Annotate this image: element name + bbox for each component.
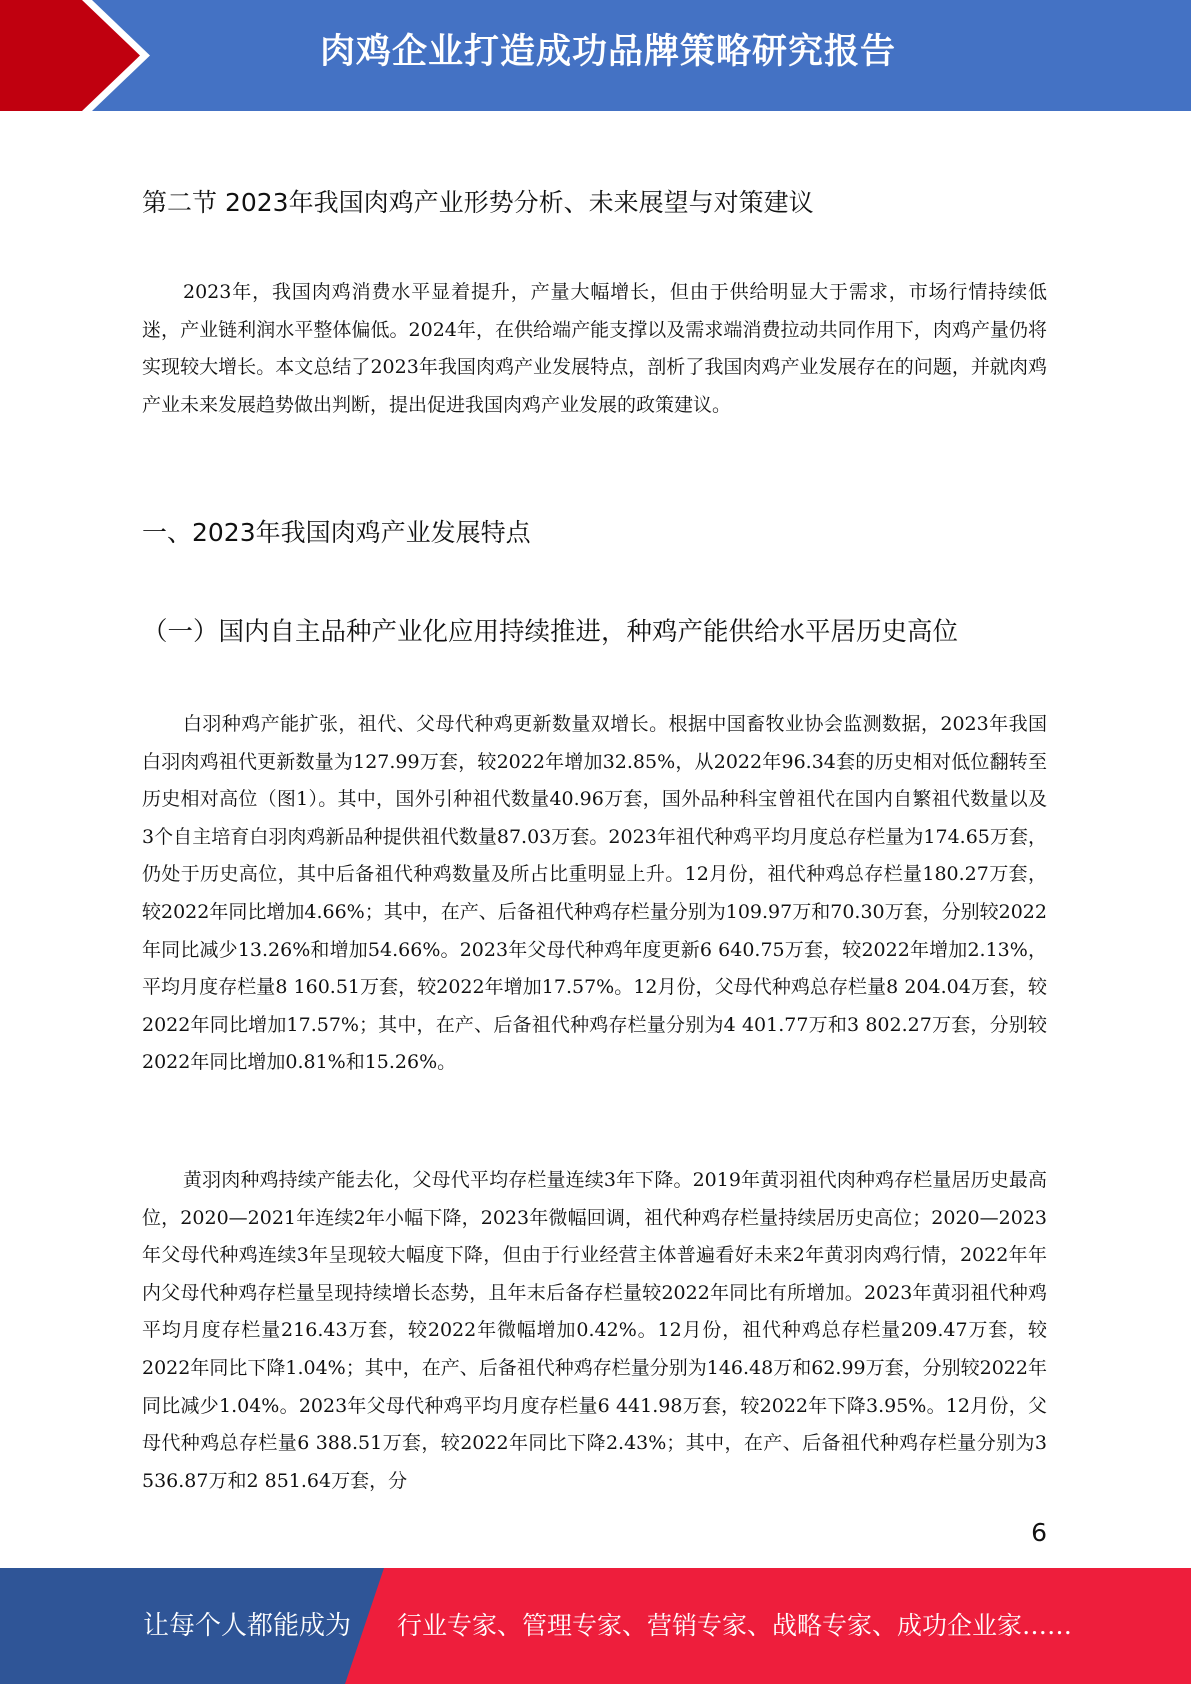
header-banner (0, 0, 1191, 111)
section-title: 第二节 2023年我国肉鸡产业形势分析、未来展望与对策建议 (142, 188, 814, 217)
heading-level-2: （一）国内自主品种产业化应用持续推进，种鸡产能供给水平居历史高位 (142, 617, 959, 647)
paragraph-yellow-feather: 黄羽肉种鸡持续产能去化，父母代平均存栏量连续3年下降。2019年黄羽祖代肉种鸡存栏量居历史最高位，2020—2021年连续2年小幅下降，2023年微幅回调，祖代种鸡存栏量持续居历史高位；2020—2023年父母代种鸡连续3年呈现较大幅度下降，但由于行业经营主体普遍看好未来2年黄羽肉鸡行情，2022年年内父母代种鸡存栏量呈现持续增长态势，且年末后备存栏量较2022年同比有所增加。2023年黄羽祖代种鸡平均月度存栏量216.43万套，较2022年微幅增加0.42%。12月份，祖代种鸡总存栏量209.47万套，较2022年同比下降1.04%；其中，在产、后备祖代种鸡存栏量分别为146.48万和62.99万套，分别较2022年同比减少1.04%。2023年父母代种鸡平均月度存栏量6 441.98万套，较2022年下降3.95%。12月份，父母代种鸡总存栏量6 388.51万套，较2022年同比下降2.43%；其中，在产、后备祖代种鸡存栏量分别为3 536.87万和2 851.64万套，分 (142, 1169, 1047, 1492)
footer-banner (0, 1568, 1191, 1684)
footer-slogan-left: 让每个人都能成为 (143, 1611, 352, 1641)
heading-level-1: 一、2023年我国肉鸡产业发展特点 (142, 518, 531, 547)
footer-slogan-right: 行业专家、管理专家、营销专家、战略专家、成功企业家…… (397, 1611, 1073, 1640)
report-title: 肉鸡企业打造成功品牌策略研究报告 (319, 32, 896, 72)
intro-paragraph: 2023年，我国肉鸡消费水平显着提升，产量大幅增长，但由于供给明显大于需求，市场行情持续低迷，产业链利润水平整体偏低。2024年，在供给端产能支撑以及需求端消费拉动共同作用下，肉鸡产量仍将实现较大增长。本文总结了2023年我国肉鸡产业发展特点，剖析了我国肉鸡产业发展存在的问题，并就肉鸡产业未来发展趋势做出判断，提出促进我国肉鸡产业发展的政策建议。 (142, 281, 1047, 416)
paragraph-white-feather: 白羽种鸡产能扩张，祖代、父母代种鸡更新数量双增长。根据中国畜牧业协会监测数据，2023年我国白羽肉鸡祖代更新数量为127.99万套，较2022年增加32.85%，从2022年96.34套的历史相对低位翻转至历史相对高位（图1）。其中，国外引种祖代数量40.96万套，国外品种科宝曾祖代在国内自繁祖代数量以及3个自主培育白羽肉鸡新品种提供祖代数量87.03万套。2023年祖代种鸡平均月度总存栏量为174.65万套，仍处于历史高位，其中后备祖代种鸡数量及所占比重明显上升。12月份，祖代种鸡总存栏量180.27万套，较2022年同比增加4.66%；其中，在产、后备祖代种鸡存栏量分别为109.97万和70.30万套，分别较2022年同比减少13.26%和增加54.66%。2023年父母代种鸡年度更新6 640.75万套，较2022年增加2.13%，平均月度存栏量8 160.51万套，较2022年增加17.57%。12月份，父母代种鸡总存栏量8 204.04万套，较2022年同比增加17.57%；其中，在产、后备祖代种鸡存栏量分别为4 401.77万和3 802.27万套，分别较2022年同比增加0.81%和15.26%。 (142, 713, 1047, 1074)
page-number: 6 (1031, 1518, 1047, 1547)
